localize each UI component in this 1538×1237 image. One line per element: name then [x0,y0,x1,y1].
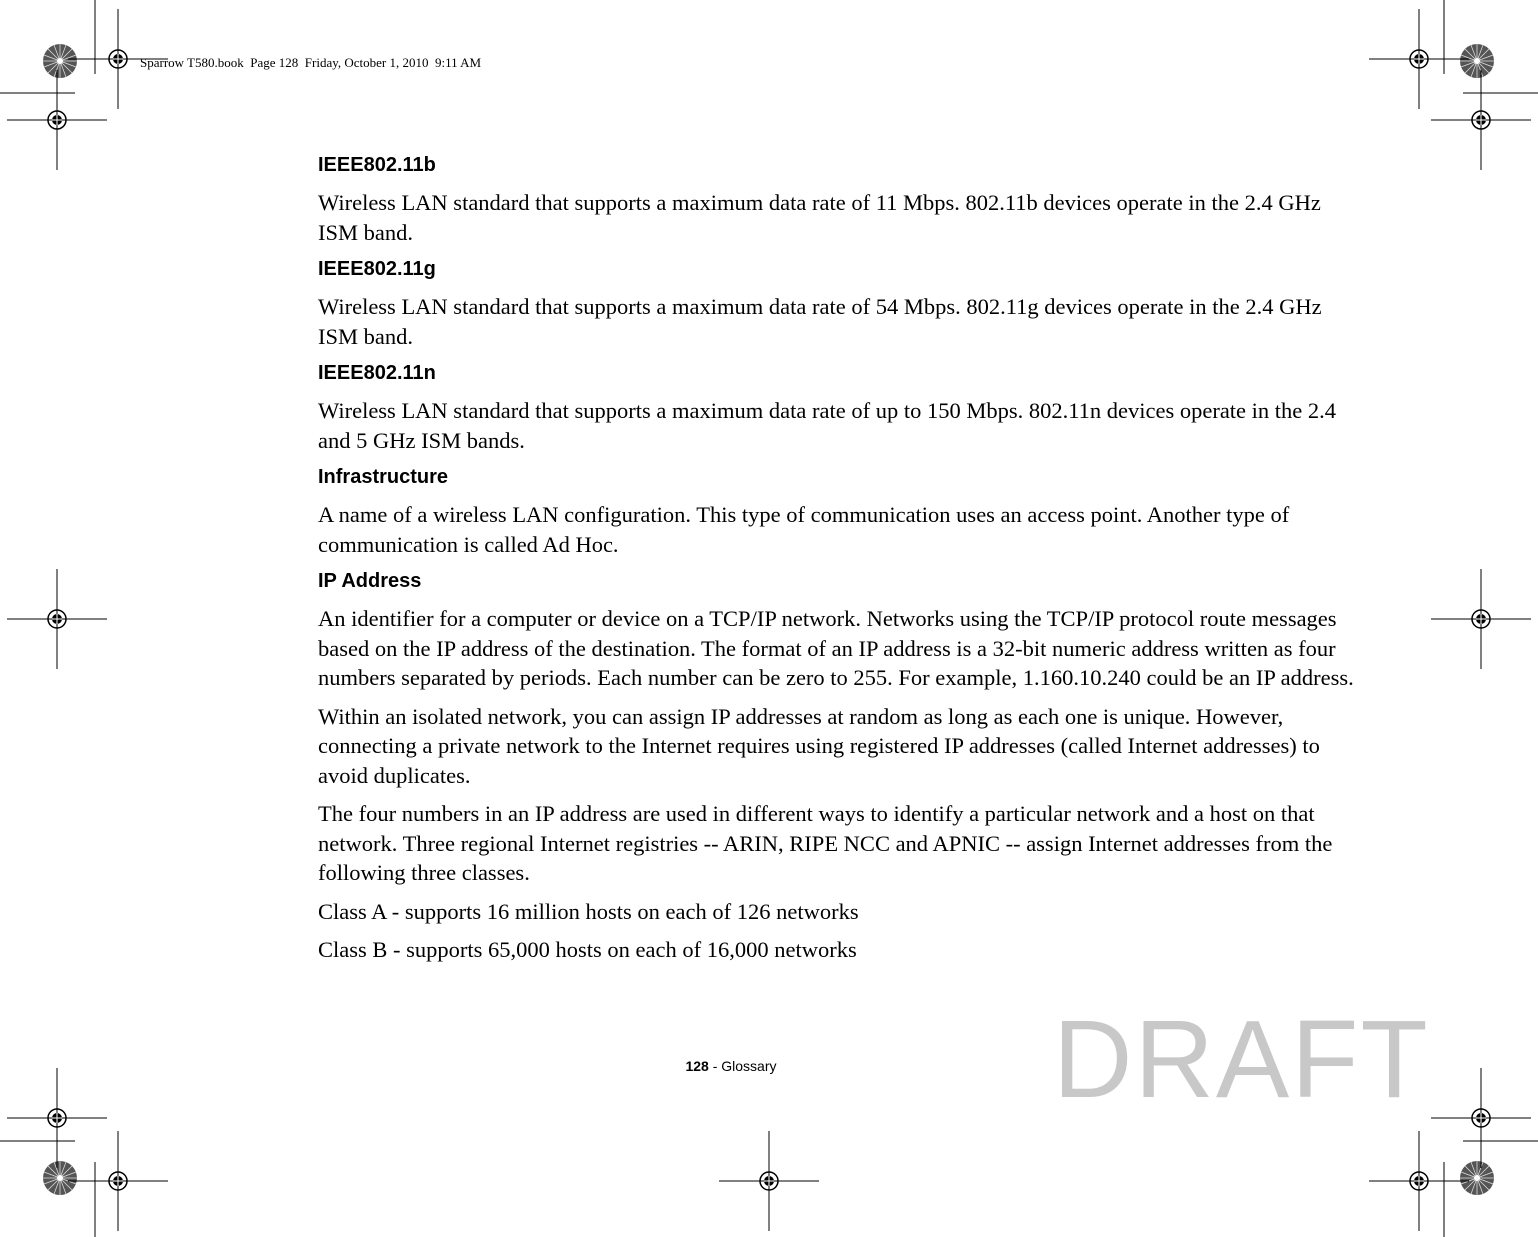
entry-term: IEEE802.11b [318,154,436,176]
glossary-entry [318,360,1363,455]
registration-mark-icon [7,569,107,669]
entry-definition: An identifier for a computer or device on a TCP/IP network. Networks using the TCP/IP protocol route messages based on the IP address of the destination. The format of an IP address is a 32-bit numeric address written as four numbers separated by periods. Each number can be zero to 255. For example, 1.160.10.240 could be an IP address. [318,606,1354,690]
registration-mark-icon [7,1068,107,1168]
entry-term: Infrastructure [318,466,449,488]
section-name: - Glossary [708,1058,777,1074]
entry-definition: The four numbers in an IP address are used in different ways to identify a particular network and a host on that network. Three regional Internet registries -- ARIN, RIPE NCC and APNIC -- assign Internet addresses from the following three classes. [318,801,1333,885]
star-target-icon [1460,44,1494,78]
registration-mark-icon [1431,70,1531,170]
entry-definition: Wireless LAN standard that supports a maximum data rate of up to 150 Mbps. 802.11n devices operate in the 2.4 and 5 GHz ISM bands. [318,398,1337,453]
registration-mark-icon [1431,569,1531,669]
glossary-entry [318,464,1363,559]
glossary-entry [318,152,1363,247]
entry-definition: Wireless LAN standard that supports a maximum data rate of 11 Mbps. 802.11b devices operate in the 2.4 GHz ISM band. [318,190,1321,245]
registration-mark-icon [1431,1068,1531,1168]
entry-definition: Within an isolated network, you can assign IP addresses at random as long as each one is unique. However, connecting a private network to the Internet requires using registered IP addresses (called Internet addresses) to avoid duplicates. [318,703,1320,788]
entry-definition: A name of a wireless LAN configuration. This type of communication uses an access point. Another type of communication is called Ad Hoc. [318,502,1290,557]
entry-definition: Class A - supports 16 million hosts on each of 126 networks [318,898,859,924]
print-slug: Sparrow T580.book Page 128 Friday, October 1, 2010 9:11 AM [140,55,482,70]
glossary-entry [318,256,1363,351]
star-target-icon [1460,1161,1494,1195]
entry-definition: Class B - supports 65,000 hosts on each of 16,000 networks [318,937,857,962]
registration-mark-icon [1369,9,1469,109]
page-number: 128 [685,1058,709,1074]
registration-mark-icon [68,1131,168,1231]
entry-definition: Wireless LAN standard that supports a maximum data rate of 54 Mbps. 802.11g devices operate in the 2.4 GHz ISM band. [318,294,1322,349]
star-target-icon [43,44,77,78]
glossary-entry [318,568,1363,965]
registration-mark-icon [7,70,107,170]
entry-term: IP Address [318,570,422,592]
glossary-content [318,152,1363,974]
registration-mark-icon [1369,1131,1469,1231]
entry-term: IEEE802.11n [318,362,436,384]
registration-mark-icon [719,1131,819,1231]
star-target-icon [43,1161,77,1195]
draft-watermark: DRAFT [1053,998,1430,1121]
entry-term: IEEE802.11g [318,258,436,280]
